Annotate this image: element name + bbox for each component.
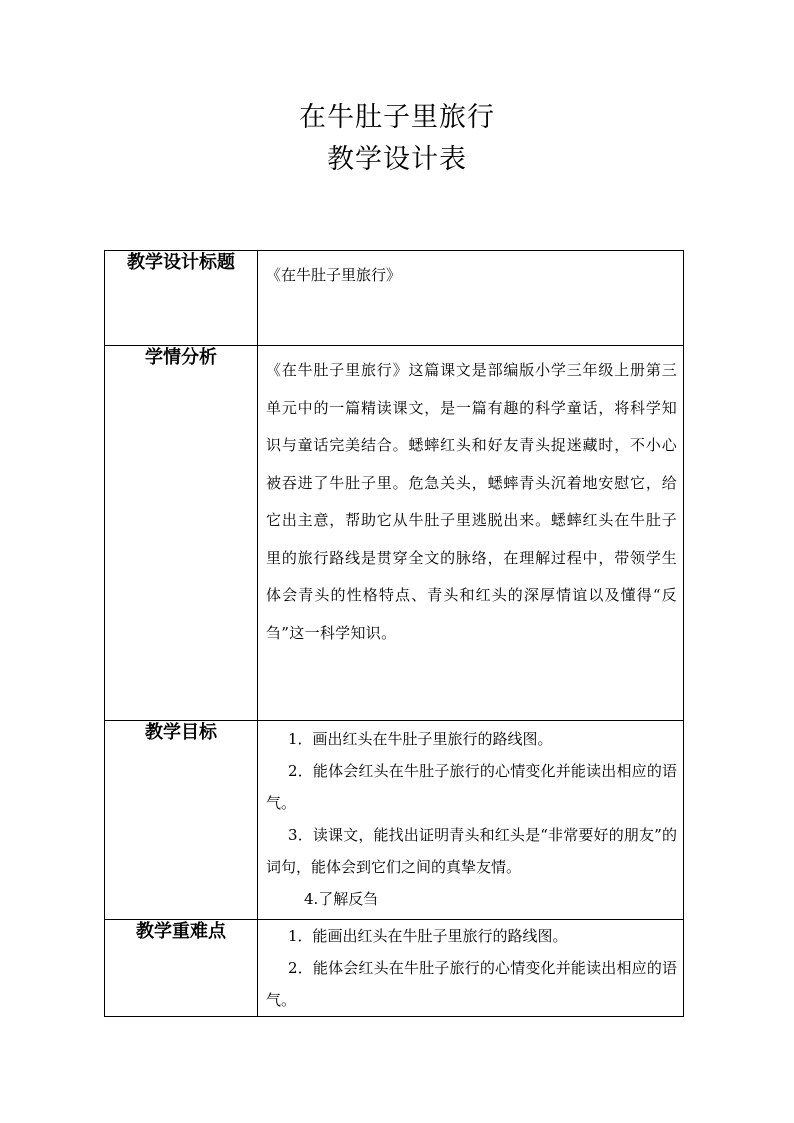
key-point-item-1: 1．能画出红头在牛肚子里旅行的路线图。 <box>288 927 568 945</box>
goal-item-4: 4.了解反刍 <box>304 890 379 908</box>
goal-item-2: 2．能体会红头在牛肚子旅行的心情变化并能读出相应的语气。 <box>266 762 677 812</box>
table-row-title <box>105 251 684 346</box>
key-point-item-2: 2．能体会红头在牛肚子旅行的心情变化并能读出相应的语气。 <box>266 959 677 1009</box>
goals-cell <box>258 721 684 920</box>
teaching-design-table <box>104 250 684 1017</box>
analysis-cell <box>258 346 684 721</box>
document-subtitle: 教学设计表 <box>327 144 467 175</box>
analysis-text: 《在牛肚子里旅行》这篇课文是部编版小学三年级上册第三单元中的一篇精读课文，是一篇有趣的科学童话，将科学知识与童话完美结合。蟋蟀红头和好友青头捉迷藏时，不小心被吞进了牛肚子里。危急关头，蟋蟀青头沉着地安慰它，给它出主意，帮助它从牛肚子里逃脱出来。蟋蟀红头在牛肚子里的旅行路线是贯穿全文的脉络，在理解过程中，带领学生体会青头的性格特点、青头和红头的深厚情谊以及懂得“反刍”这一科学知识。 <box>266 361 677 642</box>
table-row-analysis <box>105 346 684 721</box>
goal-item-3: 3．读课文，能找出证明青头和红头是“非常要好的朋友”的词句，能体会到它们之间的真挚友情。 <box>266 826 677 876</box>
goals-list <box>258 721 683 915</box>
key-points-cell <box>258 920 684 1017</box>
row-label-key-points: 教学重难点 <box>105 920 258 1017</box>
row-label-title: 教学设计标题 <box>105 251 258 346</box>
row-label-goals: 教学目标 <box>105 721 258 920</box>
document-title: 在牛肚子里旅行 <box>299 102 495 133</box>
lesson-title-cell: 《在牛肚子里旅行》 <box>258 251 684 346</box>
goal-item-1: 1．画出红头在牛肚子里旅行的路线图。 <box>288 730 553 748</box>
table-row-goals <box>105 721 684 920</box>
table-row-key-points <box>105 920 684 1017</box>
key-points-list <box>258 920 683 1016</box>
row-label-analysis: 学情分析 <box>105 346 258 721</box>
